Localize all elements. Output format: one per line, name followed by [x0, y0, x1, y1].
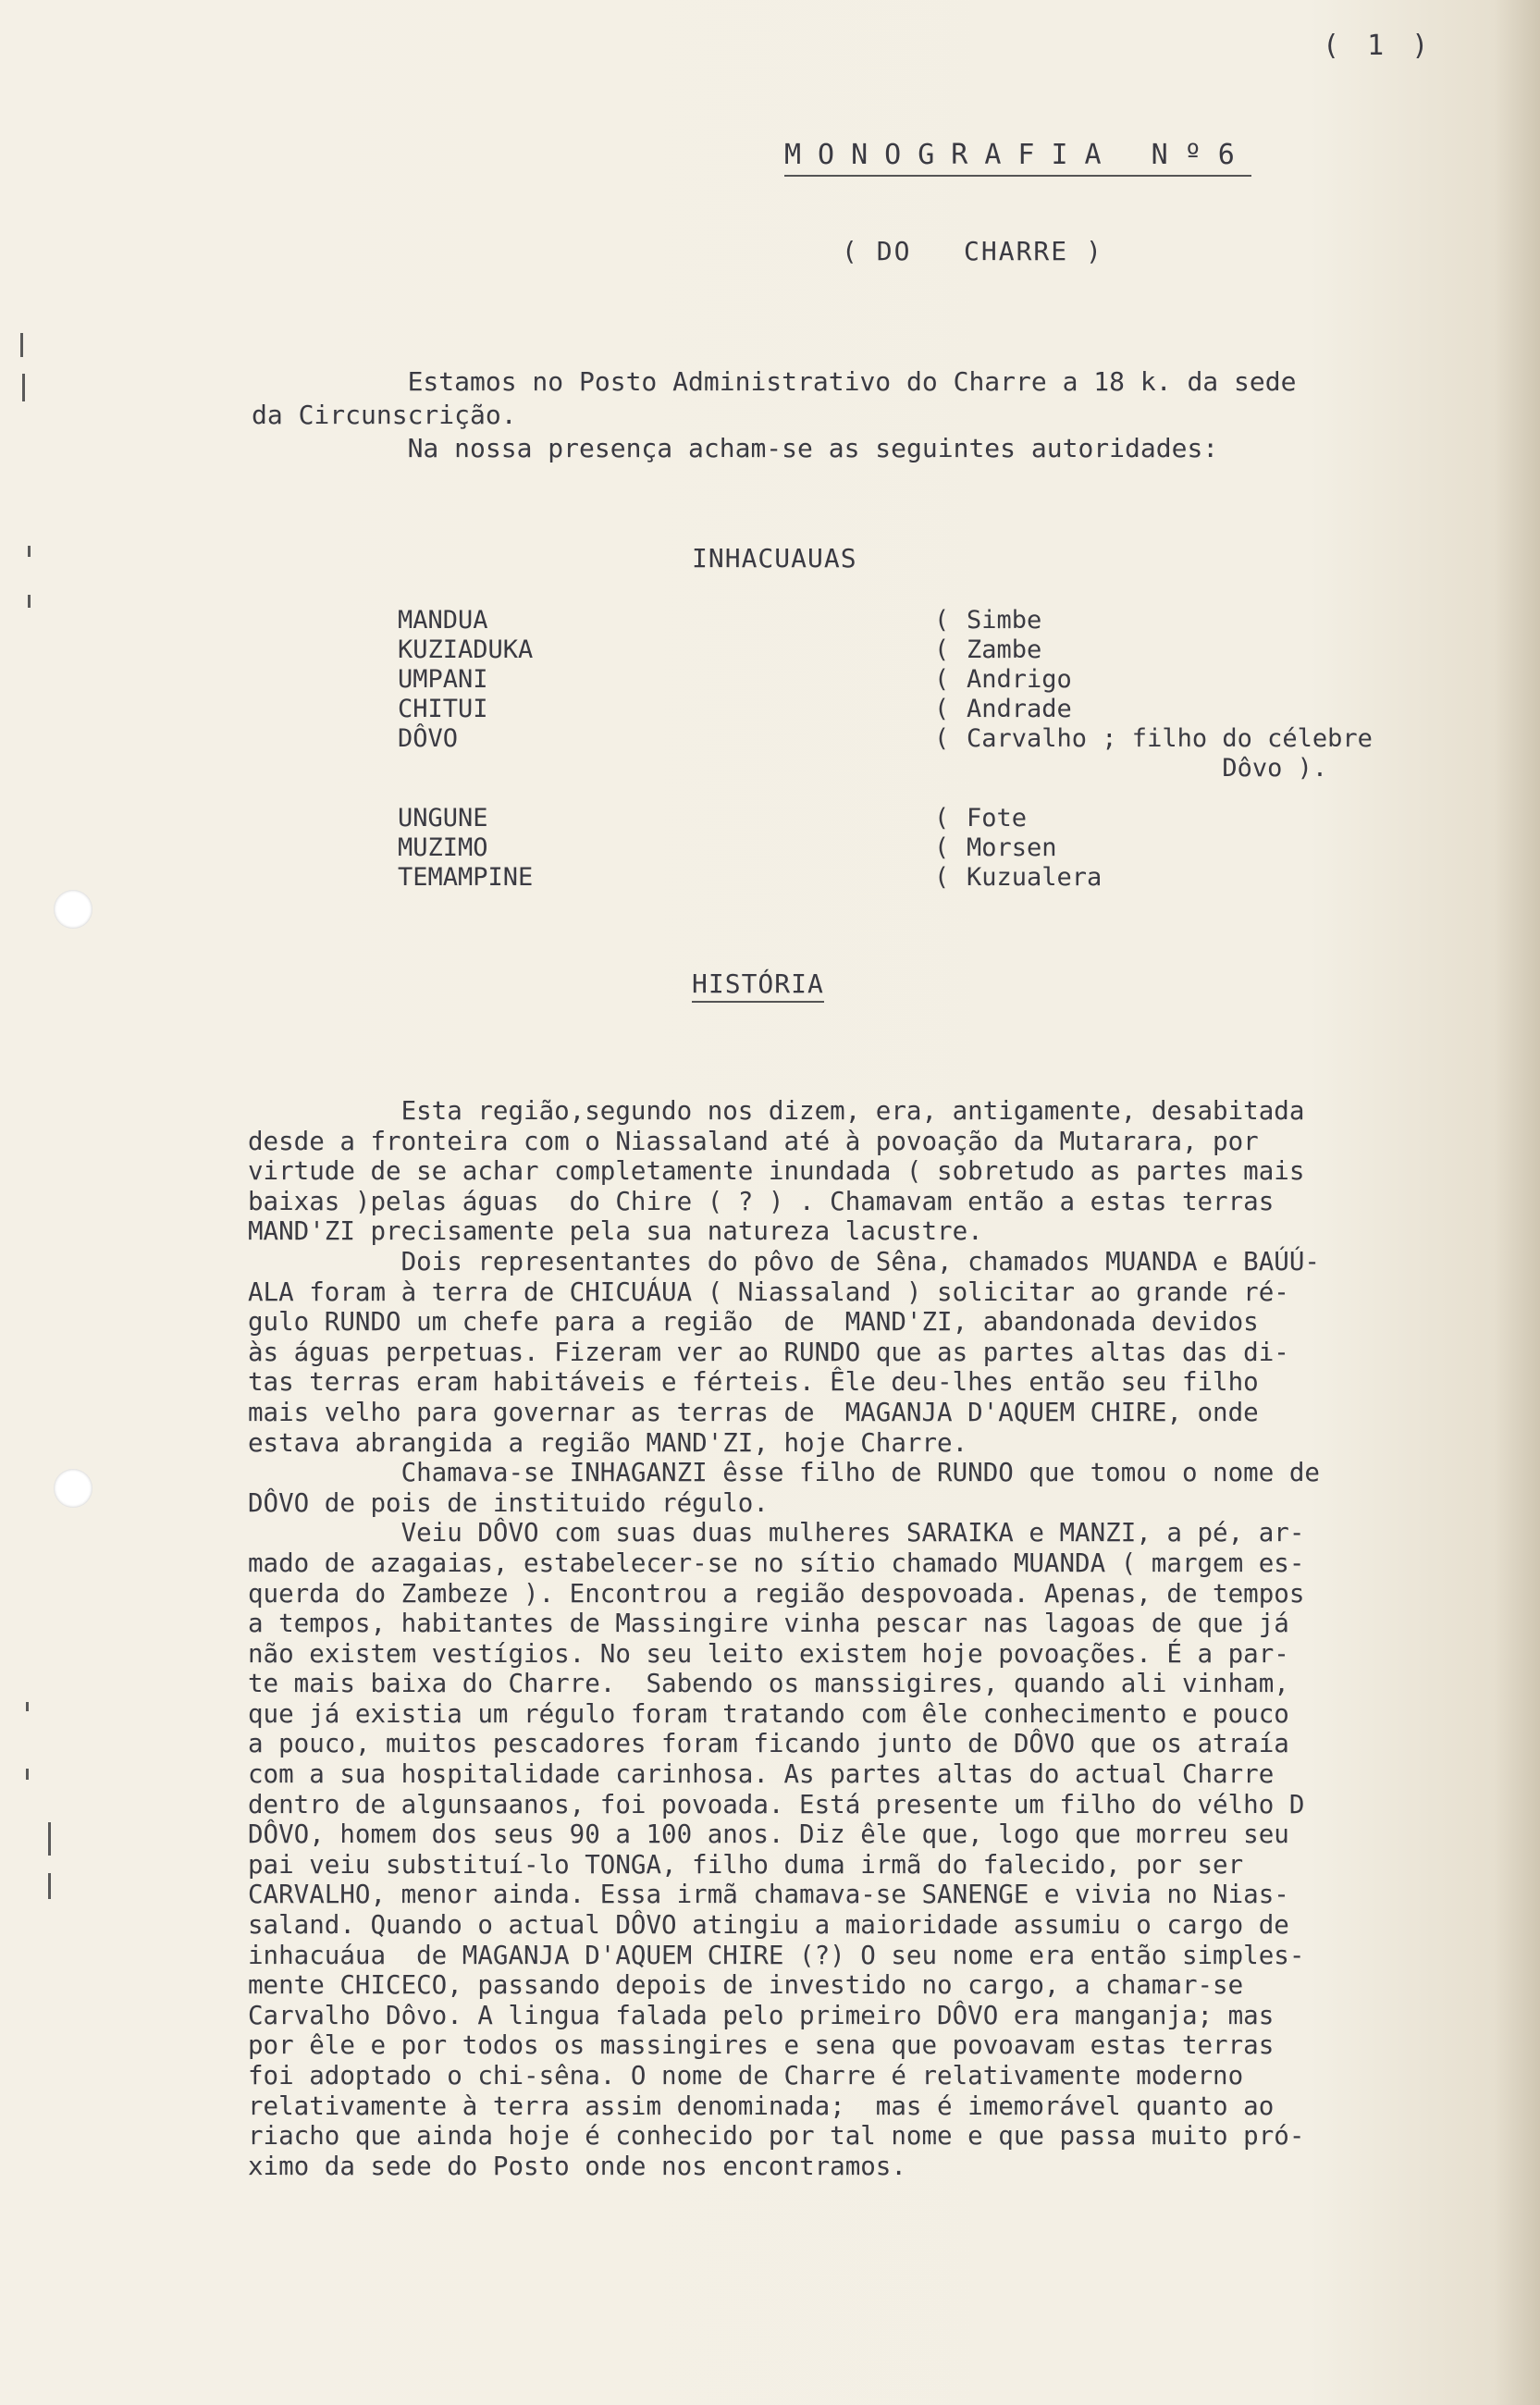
- authority-row: [398, 606, 1373, 635]
- history-line: a tempos, habitantes de Massingire vinha pescar nas lagoas de que já: [248, 1609, 1289, 1639]
- authority-bracket: [934, 754, 967, 783]
- history-line: Chamava-se INHAGANZI êsse filho de RUNDO que tomou o nome de: [248, 1458, 1320, 1488]
- authority-row: [398, 863, 1373, 893]
- history-line: Veiu DÔVO com suas duas mulheres SARAIKA e MANZI, a pé, ar-: [248, 1518, 1305, 1548]
- history-line: Carvalho Dôvo. A lingua falada pelo primeiro DÔVO era manganja; mas: [248, 2000, 1275, 2030]
- authority-name: MUZIMO: [398, 833, 488, 862]
- authority-name: UMPANI: [398, 665, 488, 694]
- document-subtitle: ( DO CHARRE ): [842, 236, 1103, 266]
- authority-name: TEMAMPINE: [398, 863, 534, 892]
- history-line: querda do Zambeze ). Encontrou a região despovoada. Apenas, de tempos: [248, 1578, 1305, 1609]
- history-line: com a sua hospitalidade carinhosa. As partes altas do actual Charre: [248, 1759, 1275, 1790]
- margin-mark: [26, 1769, 29, 1780]
- history-line: te mais baixa do Charre. Sabendo os manssigires, quando ali vinham,: [248, 1669, 1289, 1699]
- history-line: Dois representantes do pôvo de Sêna, chamados MUANDA e BAÚÚ-: [248, 1246, 1320, 1276]
- document-title: MONOGRAFIA Nº6: [784, 139, 1251, 177]
- margin-mark: [28, 595, 31, 608]
- intro-line: Na nossa presença acham-se as seguintes autoridades:: [252, 433, 1219, 463]
- history-line: saland. Quando o actual DÔVO atingiu a maioridade assumiu o cargo de: [248, 1910, 1289, 1941]
- history-line: desde a fronteira com o Niassaland até à povoação da Mutarara, por: [248, 1126, 1259, 1156]
- history-line: riacho que ainda hoje é conhecido por tal nome e que passa muito pró-: [248, 2121, 1305, 2152]
- authorities-list: [398, 606, 1373, 893]
- margin-mark: [20, 333, 23, 357]
- authority-name: [398, 754, 934, 783]
- history-line: estava abrangida a região MAND'ZI, hoje Charre.: [248, 1427, 968, 1458]
- authority-title: Andrade: [967, 695, 1072, 723]
- history-line: mais velho para governar as terras de MAGANJA D'AQUEM CHIRE, onde: [248, 1397, 1259, 1427]
- intro-line: Estamos no Posto Administrativo do Charre a 18 k. da sede: [252, 366, 1297, 397]
- authority-row: [398, 665, 1373, 695]
- authority-name: UNGUNE: [398, 804, 488, 832]
- authority-name: DÔVO: [398, 724, 459, 753]
- authority-row: [398, 695, 1373, 724]
- authority-bracket: (: [934, 695, 950, 723]
- authority-name: KUZIADUKA: [398, 635, 534, 664]
- history-heading: HISTÓRIA: [692, 968, 824, 1003]
- authority-bracket: (: [934, 724, 950, 753]
- history-line: ALA foram à terra de CHICUÁUA ( Niassaland ) solicitar ao grande ré-: [248, 1276, 1289, 1307]
- page-number: ( 1 ): [1323, 30, 1435, 62]
- history-line: Esta região,segundo nos dizem, era, antigamente, desabitada: [248, 1096, 1305, 1126]
- history-line: relativamente à terra assim denominada; mas é imemorável quanto ao: [248, 2090, 1275, 2121]
- authority-bracket: (: [934, 863, 950, 892]
- punch-hole: [54, 890, 92, 929]
- history-line: tas terras eram habitáveis e férteis. Êle deu-lhes então seu filho: [248, 1367, 1259, 1398]
- authority-name: CHITUI: [398, 695, 488, 723]
- history-line: CARVALHO, menor ainda. Essa irmã chamava-se SANENGE e vivia no Nias-: [248, 1880, 1289, 1910]
- history-line: MAND'ZI precisamente pela sua natureza lacustre.: [248, 1216, 983, 1247]
- authority-row: [398, 833, 1373, 863]
- authority-name: MANDUA: [398, 606, 488, 635]
- authority-title: Simbe: [967, 606, 1042, 635]
- margin-mark: [28, 546, 31, 557]
- history-text: [248, 1096, 1487, 2181]
- history-line: às águas perpetuas. Fizeram ver ao RUNDO que as partes altas das di-: [248, 1337, 1289, 1367]
- intro-line: da Circunscrição.: [252, 400, 517, 430]
- history-line: gulo RUNDO um chefe para a região de MAND'ZI, abandonada devidos: [248, 1307, 1259, 1338]
- punch-hole: [54, 1469, 92, 1508]
- authority-title: Morsen: [967, 833, 1057, 862]
- history-line: DÔVO de pois de instituido régulo.: [248, 1487, 769, 1518]
- authority-title: Fote: [967, 804, 1028, 832]
- authority-row: [398, 754, 1373, 783]
- history-line: baixas )pelas águas do Chire ( ? ) . Chamavam então a estas terras: [248, 1186, 1275, 1216]
- history-line: DÔVO, homem dos seus 90 a 100 anos. Diz êle que, logo que morreu seu: [248, 1819, 1289, 1850]
- authority-title: Andrigo: [967, 665, 1072, 694]
- history-line: virtude de se achar completamente inundada ( sobretudo as partes mais: [248, 1156, 1305, 1187]
- margin-mark: [48, 1873, 51, 1899]
- history-line: a pouco, muitos pescadores foram ficando junto de DÔVO que os atraía: [248, 1729, 1289, 1759]
- authority-title: Carvalho ; filho do célebre: [967, 724, 1373, 753]
- authority-row: [398, 724, 1373, 754]
- margin-mark: [22, 374, 25, 401]
- history-line: por êle e por todos os massingires e sena que povoavam estas terras: [248, 2030, 1275, 2061]
- history-line: foi adoptado o chi-sêna. O nome de Charre é relativamente moderno: [248, 2061, 1244, 2090]
- history-line: mente CHICECO, passando depois de investido no cargo, a chamar-se: [248, 1970, 1244, 2001]
- authority-title: Zambe: [967, 635, 1042, 664]
- authorities-heading: INHACUAUAS: [692, 543, 857, 574]
- authority-row: [398, 804, 1373, 833]
- history-line: ximo da sede do Posto onde nos encontramos.: [248, 2151, 906, 2181]
- authority-title: Dôvo ).: [967, 754, 1328, 783]
- authority-bracket: (: [934, 833, 950, 862]
- history-line: pai veiu substituí-lo TONGA, filho duma irmã do falecido, por ser: [248, 1849, 1244, 1880]
- authority-bracket: (: [934, 804, 950, 832]
- authority-row: [398, 635, 1373, 665]
- history-line: não existem vestígios. No seu leito existem hoje povoações. É a par-: [248, 1638, 1289, 1669]
- authority-title: Kuzualera: [967, 863, 1103, 892]
- authority-bracket: (: [934, 606, 950, 635]
- margin-mark: [26, 1702, 29, 1711]
- history-line: mado de azagaias, estabelecer-se no sítio chamado MUANDA ( margem es-: [248, 1548, 1305, 1578]
- history-line: dentro de algunsaanos, foi povoada. Está presente um filho do vélho D: [248, 1789, 1305, 1819]
- history-line: que já existia um régulo foram tratando com êle conhecimento e pouco: [248, 1698, 1289, 1729]
- history-line: inhacuáua de MAGANJA D'AQUEM CHIRE (?) O seu nome era então simples-: [248, 1940, 1305, 1970]
- margin-mark: [48, 1822, 51, 1856]
- authority-bracket: (: [934, 635, 950, 664]
- intro-paragraph: [252, 365, 1454, 465]
- authority-bracket: (: [934, 665, 950, 694]
